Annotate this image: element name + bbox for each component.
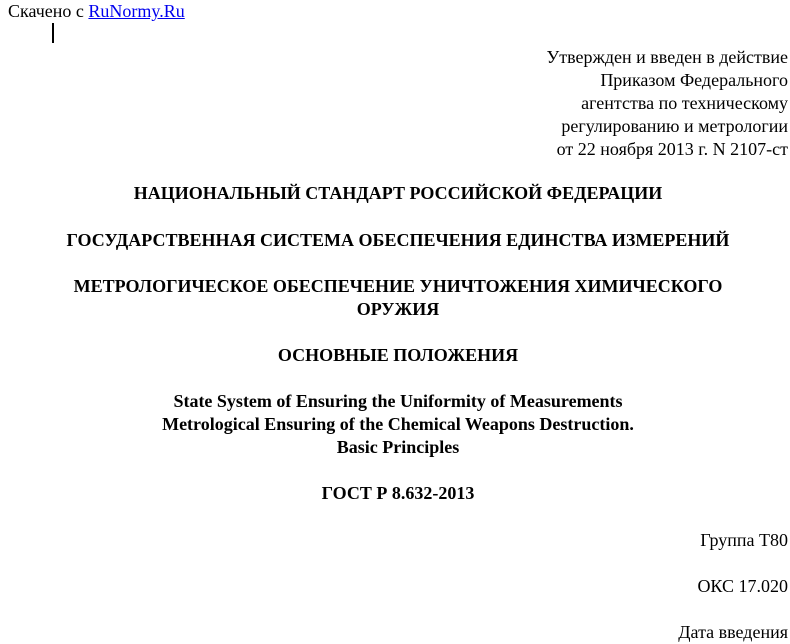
english-title — [0, 390, 790, 459]
approval-line: Утвержден и введен в действие — [546, 47, 788, 67]
english-title-line: State System of Ensuring the Uniformity of Measurements — [173, 391, 623, 411]
english-title-line: Metrological Ensuring of the Chemical Weapons Destruction. — [162, 414, 634, 434]
approval-line: агентства по техническому — [581, 93, 788, 113]
metrological-heading-line: ОРУЖИЯ — [356, 299, 440, 319]
approval-block — [546, 46, 788, 161]
intro-date-label: Дата введения — [678, 622, 788, 642]
approval-line: Приказом Федерального — [600, 70, 788, 90]
downloaded-prefix: Скачено с — [8, 1, 84, 21]
standard-number: ГОСТ Р 8.632-2013 — [321, 483, 475, 503]
english-title-line: Basic Principles — [336, 437, 460, 457]
basic-provisions-heading: ОСНОВНЫЕ ПОЛОЖЕНИЯ — [277, 345, 519, 365]
source-link[interactable]: RuNormy.Ru — [88, 1, 185, 21]
oks-code: ОКС 17.020 — [697, 576, 788, 596]
metrological-heading — [0, 275, 790, 321]
metrological-heading-line: МЕТРОЛОГИЧЕСКОЕ ОБЕСПЕЧЕНИЕ УНИЧТОЖЕНИЯ ХИМИЧЕСКОГО — [73, 276, 723, 296]
text-cursor — [52, 23, 54, 43]
download-source-line — [8, 1, 185, 22]
national-standard-heading: НАЦИОНАЛЬНЫЙ СТАНДАРТ РОССИЙСКОЙ ФЕДЕРАЦИИ — [133, 183, 663, 203]
group-code: Группа Т80 — [700, 530, 788, 550]
state-system-heading: ГОСУДАРСТВЕННАЯ СИСТЕМА ОБЕСПЕЧЕНИЯ ЕДИНСТВА ИЗМЕРЕНИЙ — [66, 230, 730, 250]
approval-line: регулированию и метрологии — [561, 116, 788, 136]
approval-line: от 22 ноября 2013 г. N 2107-ст — [556, 139, 788, 159]
